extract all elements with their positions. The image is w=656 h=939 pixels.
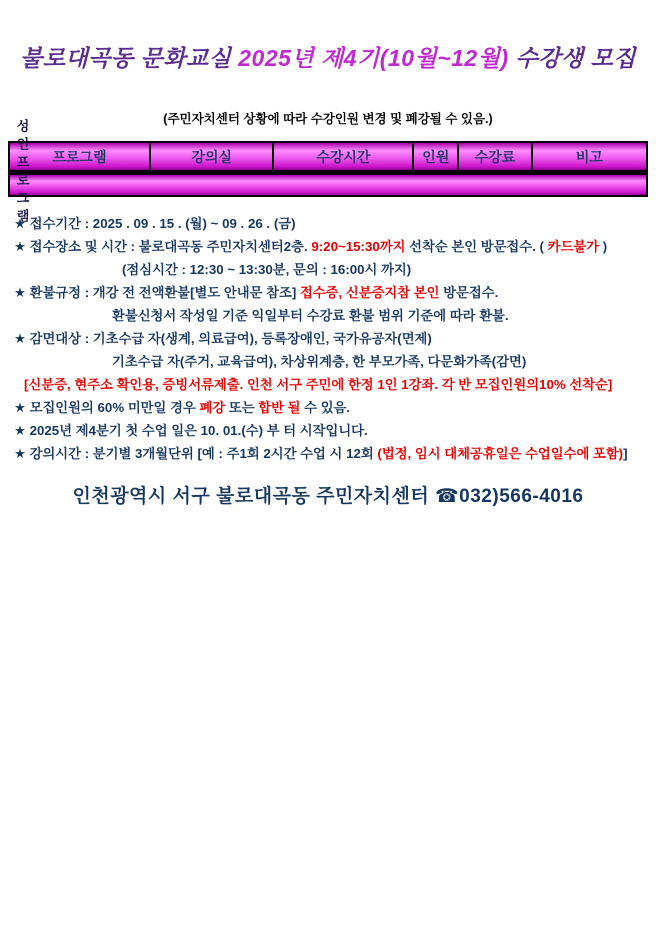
note-text-segment: 폐강	[199, 400, 226, 415]
title-term: 2025년 제4기(10월~12월)	[238, 45, 509, 71]
page-title	[0, 40, 656, 73]
note-text-segment: ★ 환불규정 : 개강 전 전액환불[별도 안내문 참조]	[14, 285, 300, 300]
header-program: 프로그램	[52, 148, 107, 165]
note-line	[0, 419, 656, 442]
note-text-segment: (점심시간 : 12:30 ~ 13:30분, 문의 : 16:00시 까지)	[122, 262, 412, 277]
note-text-segment: ★ 접수기간 : 2025 . 09 . 15 . (월) ~ 09 . 26 . (금)	[14, 216, 296, 231]
note-line	[0, 327, 656, 350]
note-text-segment: 수 있음.	[300, 400, 351, 415]
notes-section	[0, 212, 656, 465]
note-text-segment: 카드불가	[547, 239, 600, 254]
note-text-segment: 9:20~15:30까지	[311, 239, 406, 254]
title-org: 불로대곡동 문화교실	[20, 45, 239, 71]
note-line	[0, 373, 656, 396]
header-note: 비고	[531, 143, 646, 170]
header-room: 강의실	[149, 143, 272, 170]
note-text-segment: 기초수급 자(주거, 교육급여), 차상위계층, 한 부모가족, 다문화가족(감면)	[112, 354, 527, 369]
note-text-segment: 접수증, 신분증지참 본인	[299, 285, 440, 300]
note-text-segment: ]	[623, 446, 628, 461]
note-line	[0, 281, 656, 304]
table-bottom-bar	[10, 173, 646, 195]
note-text-segment: 환불신청서 작성일 기준 익일부터 수강료 환불 범위 기준에 따라 환불.	[112, 308, 509, 323]
flyer-page	[0, 40, 656, 939]
note-text-segment: 선착순 본인 방문접수. (	[405, 239, 548, 254]
note-text-segment: ★ 모집인원의 60% 미만일 경우	[14, 400, 200, 415]
header-capacity: 인원	[412, 143, 457, 170]
subtitle-notice: (주민자치센터 상황에 따라 수강인원 변경 및 폐강될 수 있음.)	[163, 112, 493, 126]
footer-phone-number: 032)566-4016	[459, 486, 584, 507]
note-line	[0, 212, 656, 235]
phone-icon: ☎	[435, 486, 460, 507]
note-text-segment: 합반 될	[258, 400, 301, 415]
note-text-segment: (법정, 임시 대체공휴일은 수업일수에 포함)	[377, 446, 624, 461]
footer-org-name: 인천광역시 서구 불로대곡동 주민자치센터	[72, 486, 435, 507]
footer-contact	[0, 481, 656, 508]
note-text-segment: ★ 강의시간 : 분기별 3개월단위 [예 : 주1회 2시간 수업 시 12회	[14, 446, 378, 461]
note-line	[0, 396, 656, 419]
table-header-row	[10, 143, 646, 173]
note-line	[0, 442, 656, 465]
note-line	[0, 235, 656, 258]
note-text-segment: [신분증, 현주소 확인용, 증빙서류제출. 인천 서구 주민에 한정 1인 1강좌. 각 반 모집인원의10% 선착순]	[24, 377, 613, 392]
note-line	[0, 350, 656, 373]
note-text-segment: ★ 2025년 제4분기 첫 수업 일은 10. 01.(수) 부 터 시작입니다.	[14, 423, 368, 438]
side-label-adult-programs: 성인프로그램	[14, 119, 30, 227]
title-recruit: 수강생 모집	[508, 45, 636, 71]
note-text-segment: ★ 감면대상 : 기초수급 자(생계, 의료급여), 등록장애인, 국가유공자(면제)	[14, 331, 432, 346]
note-text-segment: 방문접수.	[439, 285, 499, 300]
note-text-segment: 또는	[225, 400, 259, 415]
note-text-segment: )	[599, 239, 608, 254]
header-fee: 수강료	[457, 143, 531, 170]
note-line	[0, 258, 656, 281]
header-time: 수강시간	[272, 143, 412, 170]
note-text-segment: ★ 접수장소 및 시간 : 불로대곡동 주민자치센터2층.	[14, 239, 312, 254]
note-line	[0, 304, 656, 327]
